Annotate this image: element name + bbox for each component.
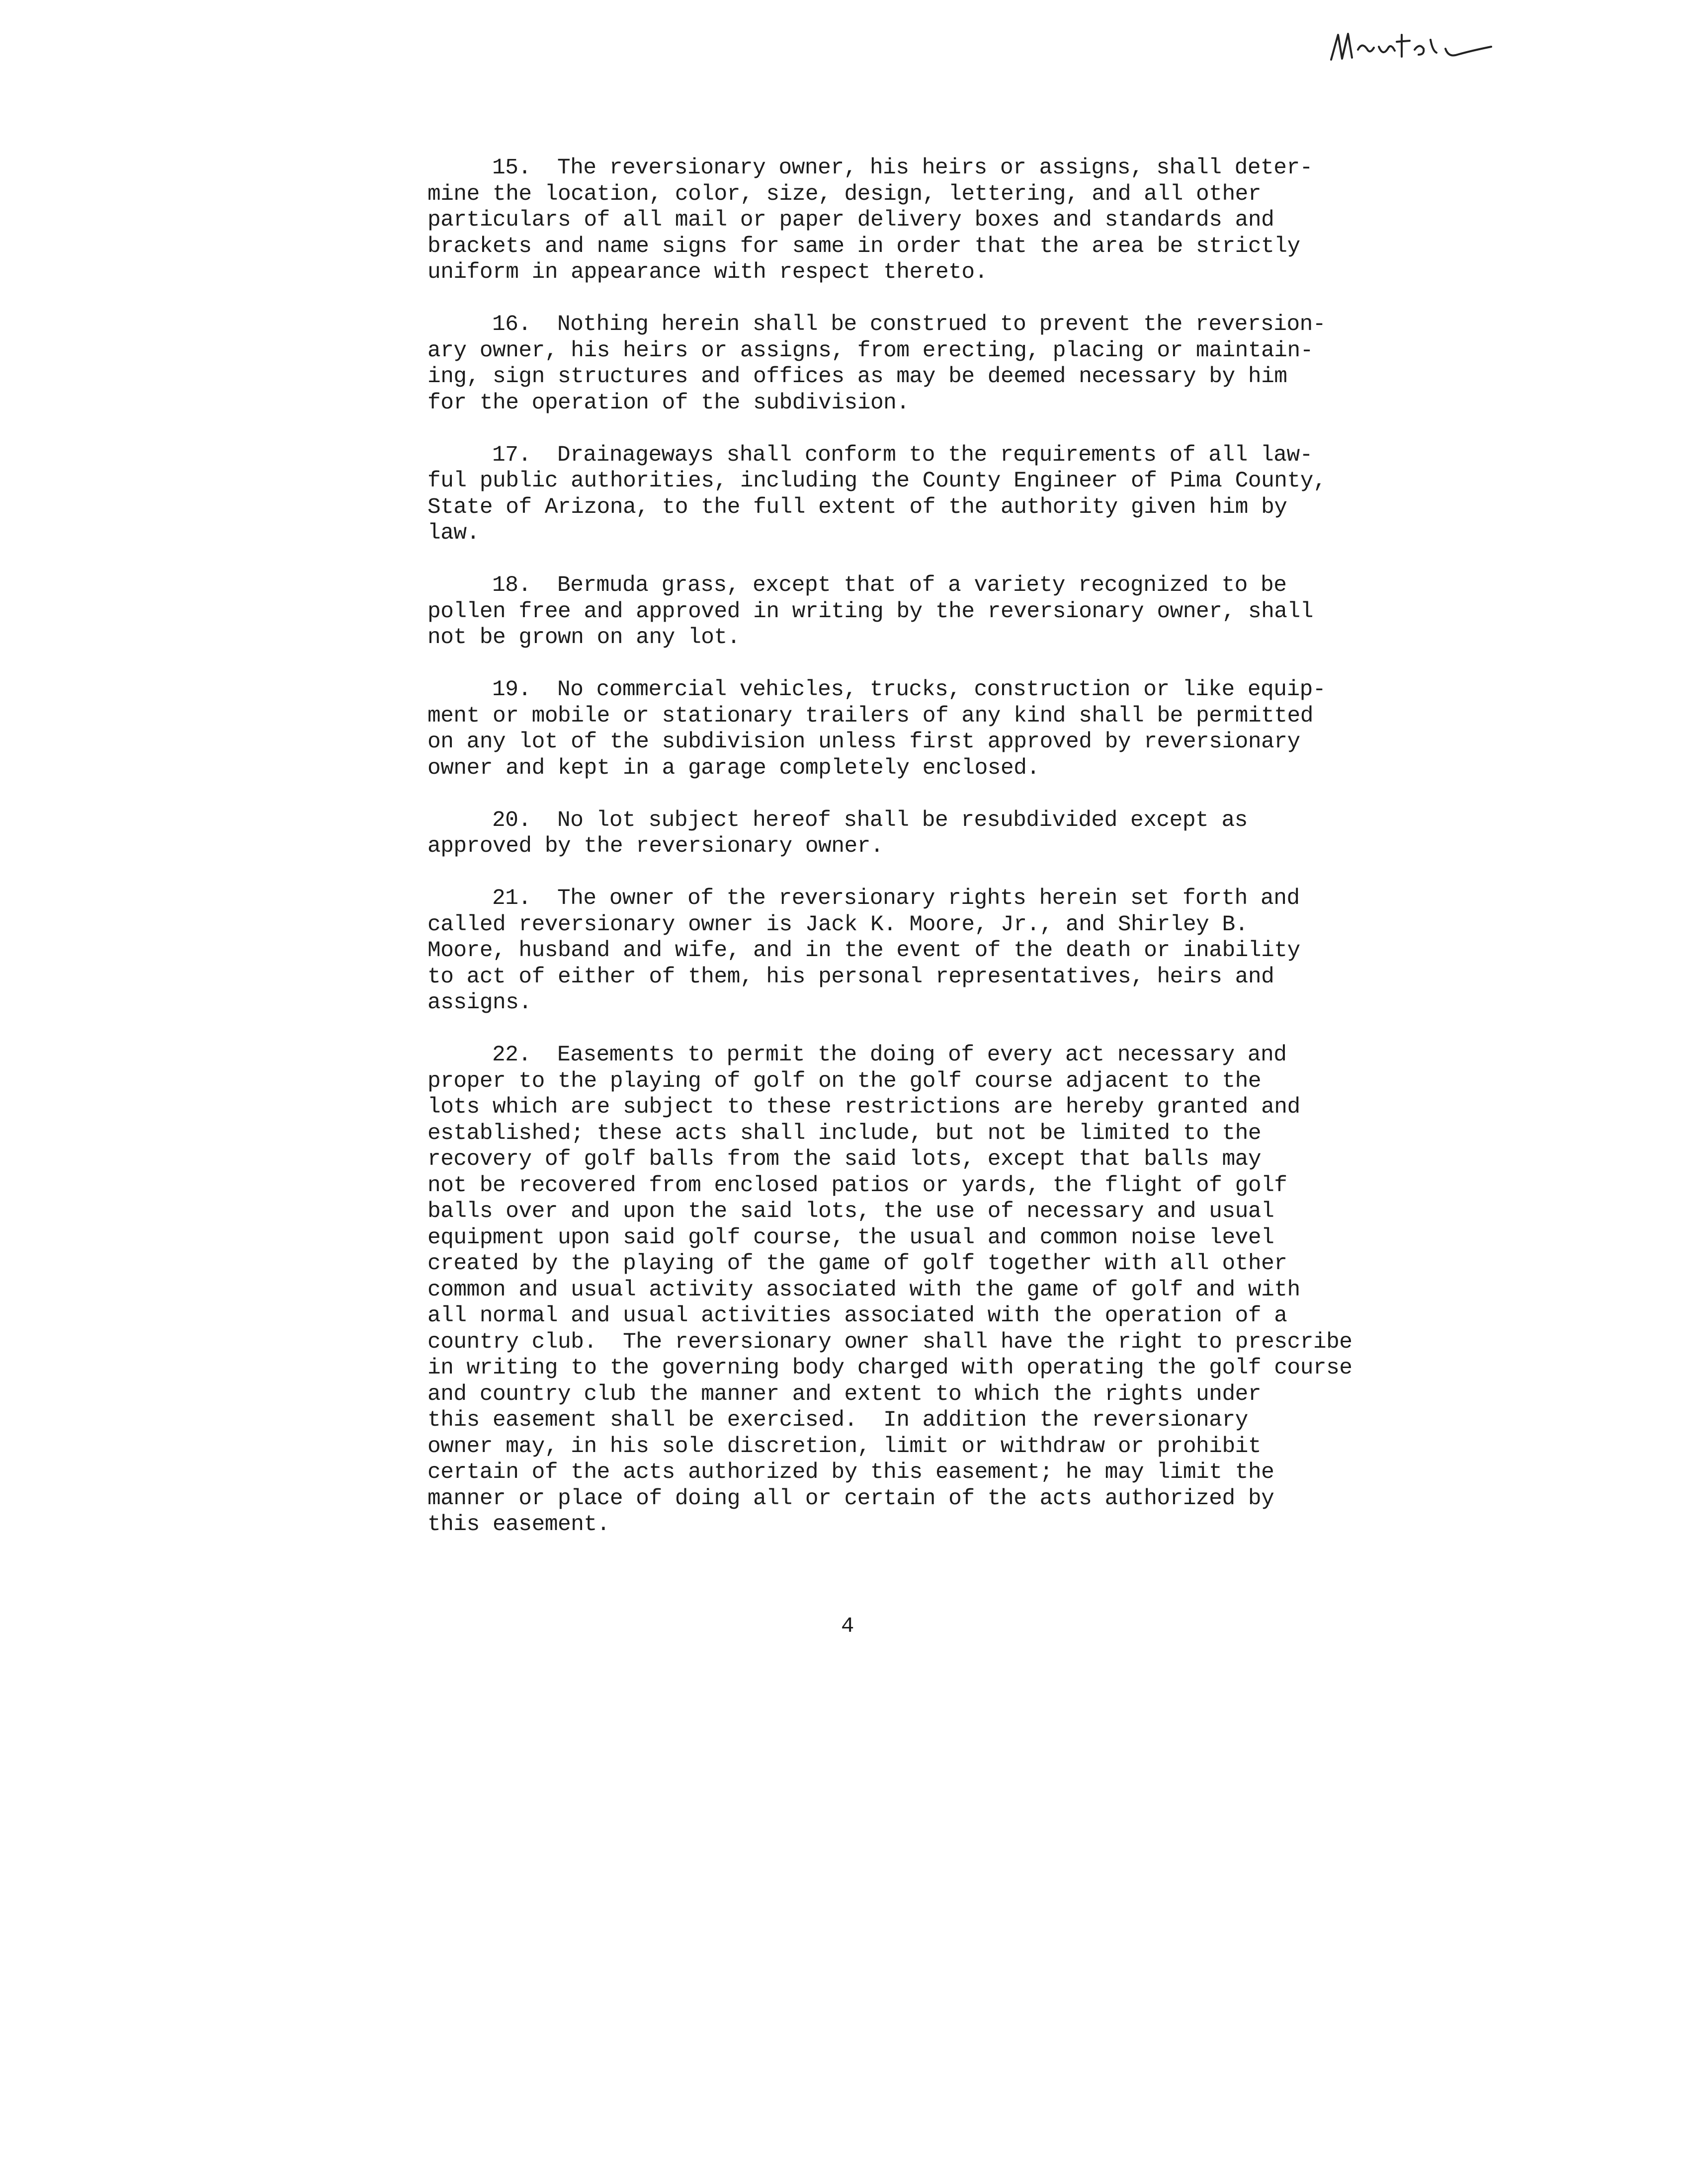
paragraph-line: owner and kept in a garage completely enclosed. [427,755,1040,781]
paragraph-line: equipment upon said golf course, the usual and common noise level [427,1225,1274,1250]
paragraph-first-line: 19. No commercial vehicles, trucks, construction or like equip- [492,677,1326,702]
paragraph-line: certain of the acts authorized by this easement; he may limit the [427,1460,1274,1485]
paragraph-line: proper to the playing of golf on the golf course adjacent to the [427,1068,1262,1094]
paragraph-line: brackets and name signs for same in order that the area be strictly [427,234,1300,259]
paragraph-line: not be recovered from enclosed patios or yards, the flight of golf [427,1173,1287,1198]
paragraph [427,442,1342,547]
paragraph-first-line: 20. No lot subject hereof shall be resubdivided except as [492,808,1248,833]
paragraph-line: owner may, in his sole discretion, limit or withdraw or prohibit [427,1434,1262,1459]
paragraph-line: mine the location, color, size, design, lettering, and all other [427,181,1262,207]
paragraph-line: uniform in appearance with respect thereto. [427,260,988,285]
paragraph-line: common and usual activity associated with the game of golf and with [427,1277,1300,1302]
paragraph-first-line: 16. Nothing herein shall be construed to prevent the reversion- [492,312,1326,337]
paragraph-line: in writing to the governing body charged with operating the golf course [427,1356,1352,1380]
paragraph-line: Moore, husband and wife, and in the event of the death or inability [427,938,1300,963]
paragraph [427,312,1342,416]
paragraph-first-line: 17. Drainageways shall conform to the requirements of all law- [492,442,1313,468]
paragraph [427,155,1342,286]
paragraph-line: recovery of golf balls from the said lots, except that balls may [427,1147,1262,1172]
paragraph-line: approved by the reversionary owner. [427,834,884,859]
paragraph-first-line: 22. Easements to permit the doing of every act necessary and [492,1043,1287,1067]
paragraph-line: ment or mobile or stationary trailers of any kind shall be permitted [427,703,1313,728]
paragraph [427,886,1342,1016]
paragraph-line: manner or place of doing all or certain of the acts authorized by [427,1486,1274,1511]
paragraph-line: assigns. [427,990,532,1015]
paragraph-first-line: 15. The reversionary owner, his heirs or assigns, shall deter- [492,156,1313,180]
paragraph [427,677,1342,781]
paragraph-line: on any lot of the subdivision unless first approved by reversionary [427,729,1300,754]
paragraph-line: for the operation of the subdivision. [427,390,910,415]
paragraph [427,808,1342,860]
restrictions-body [427,155,1352,1564]
paragraph [427,1042,1352,1538]
handwritten-signature-mark [1327,20,1506,70]
paragraph [427,572,1342,651]
paragraph-line: ing, sign structures and offices as may be deemed necessary by him [427,364,1287,389]
paragraph-line: State of Arizona, to the full extent of the authority given him by [427,494,1287,520]
paragraph-line: not be grown on any lot. [427,625,740,650]
paragraph-line: to act of either of them, his personal representatives, heirs and [427,964,1274,989]
paragraph-line: balls over and upon the said lots, the use of necessary and usual [427,1199,1274,1224]
page-number: 4 [841,1614,854,1639]
paragraph-line: this easement. [427,1512,610,1537]
paragraph-line: country club. The reversionary owner shall have the right to prescribe [427,1329,1352,1355]
paragraph-line: this easement shall be exercised. In addition the reversionary [427,1408,1248,1433]
paragraph-line: created by the playing of the game of golf together with all other [427,1251,1287,1276]
paragraph-line: called reversionary owner is Jack K. Moore, Jr., and Shirley B. [427,912,1248,937]
paragraph-line: ful public authorities, including the County Engineer of Pima County, [427,469,1327,493]
paragraph-line: and country club the manner and extent to which the rights under [427,1381,1262,1407]
paragraph-line: lots which are subject to these restrictions are hereby granted and [427,1095,1300,1120]
paragraph-line: all normal and usual activities associated with the operation of a [427,1303,1287,1328]
paragraph-line: pollen free and approved in writing by the reversionary owner, shall [427,599,1313,624]
paragraph-line: law. [427,521,480,546]
paragraph-line: established; these acts shall include, but not be limited to the [427,1121,1262,1146]
paragraph-line: ary owner, his heirs or assigns, from erecting, placing or maintain- [427,338,1313,363]
paragraph-line: particulars of all mail or paper delivery boxes and standards and [427,208,1274,233]
paragraph-first-line: 18. Bermuda grass, except that of a variety recognized to be [492,573,1287,598]
paragraph-first-line: 21. The owner of the reversionary rights herein set forth and [492,886,1300,911]
